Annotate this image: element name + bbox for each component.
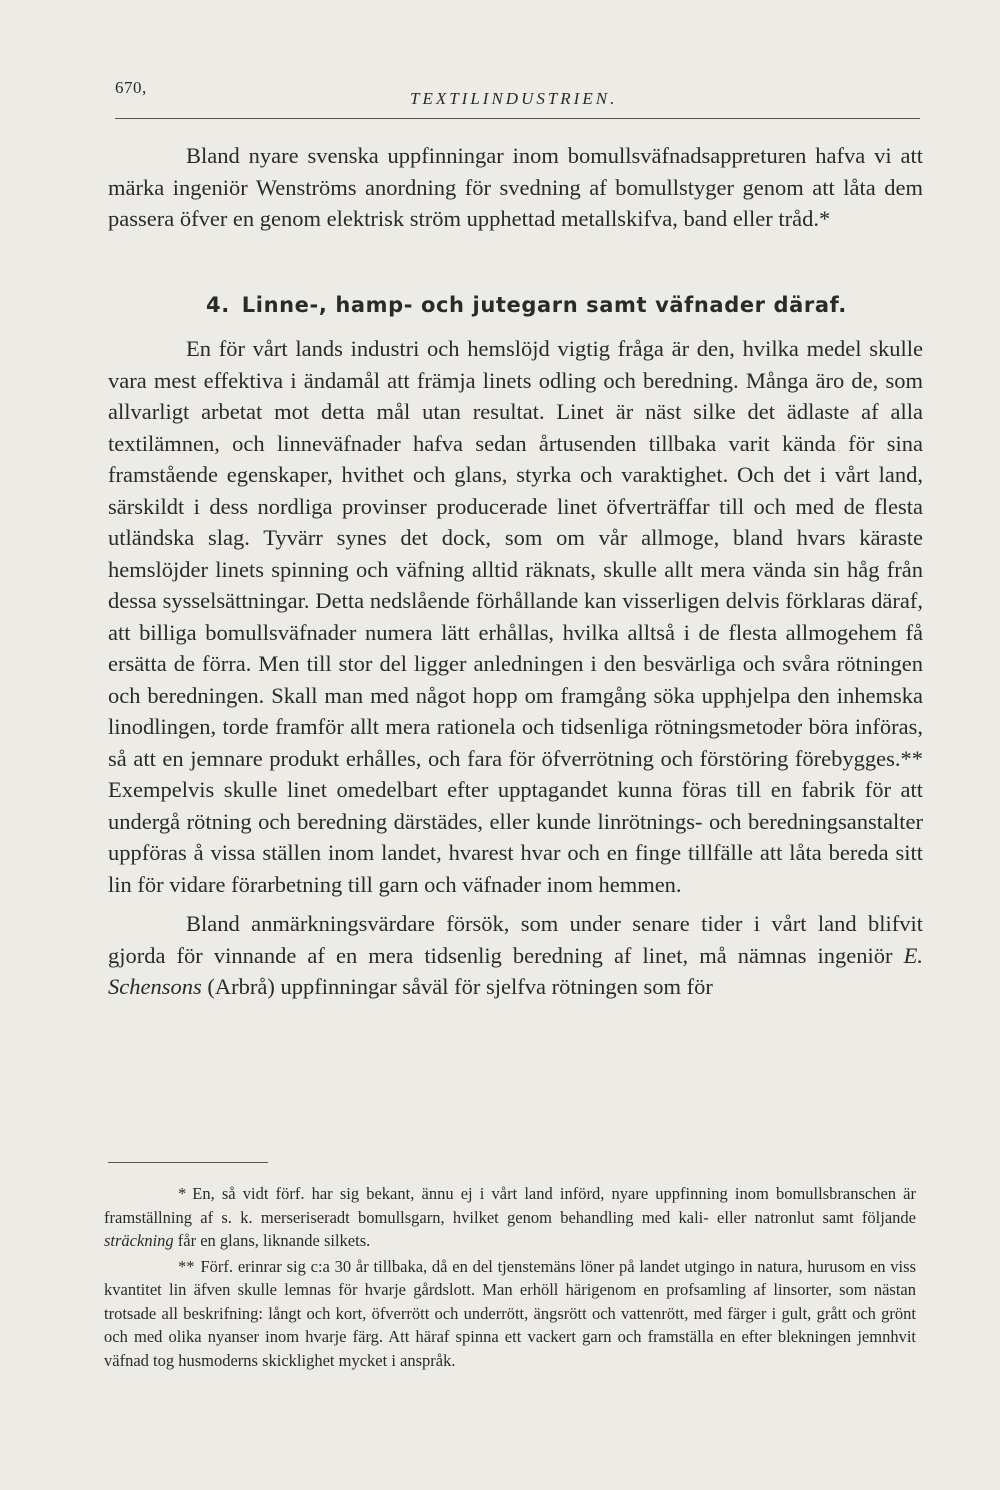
paragraph: En för vårt lands industri och hemslöjd vigtig fråga är den, hvilka medel skulle vara mest effektiva i ändamål att främja linets odling och beredning. Många äro de, som allvarligt arbetat mot detta mål utan resultat. Linet är näst silke det ädlaste af alla textilämnen, och linneväfnader hafva sedan årtusenden tillbaka varit kända för sina framstående egenskaper, hvithet och glans, styrka och varaktighet. Och det i vårt land, särskildt i dess nordliga provinser producerade linet öfverträffar till och med de flesta utländska slag. Tyvärr synes det dock, som om vår allmoge, bland hvars käraste hemslöjder linets spinning och väfning alltid räknats, skulle allt mera vända sin håg från dessa sysselsättningar. Detta nedslående förhållande kan visserligen delvis förklaras däraf, att billiga bomullsväfnader numera lätt erhållas, hvilka alltså i de flesta allmogehem få ersätta de förra. Men till stor del ligger anledningen i den besvärliga och svåra rötningen och beredningen. Skall man med något hopp om framgång söka upphjelpa den inhemska linodlingen, torde framför allt mera rationela och tidsenliga rötningsmetoder böra införas, så att en jemnare produkt erhålles, och fara för öfverrötning och förstöring förebygges.** Exempelvis skulle linet omedelbart efter upptagandet kunna föras till en fabrik för att undergå rötning och beredning därstädes, eller kunde linrötnings- och beredningsanstalter uppföras å vissa ställen inom landet, hvarest hvar och en finge tillfälle att låta bereda sitt lin för vidare förarbetning till garn och väfnader inom hemmen. xyxy=(108,336,923,897)
running-title: TEXTILINDUSTRIEN. xyxy=(410,89,618,108)
footnote-text: får en glans, liknande silkets. xyxy=(173,1231,371,1250)
page-header xyxy=(115,78,920,119)
paragraph xyxy=(108,908,923,1003)
footnote-italic-term: sträckning xyxy=(104,1231,174,1250)
footnote-mark: * xyxy=(178,1184,187,1203)
page-number: 670, xyxy=(115,78,147,97)
paragraph: Bland nyare svenska uppfinningar inom bomullsväfnadsappreturen hafva vi att märka ingeniör Wenströms anordning för svedning af bomullstyger genom att låta dem passera öfver en genom elektrisk ström upphettad metallskifva, band eller tråd.* xyxy=(108,143,923,231)
footnote-mark: ** xyxy=(178,1256,195,1276)
footnote-text: En, så vidt förf. har sig bekant, ännu ej i vårt land införd, nyare uppfinning inom bomullsbranschen är framställning af s. k. merseriseradt bomullsgarn, hvilket genom behandling med kali- eller natronlut samt följande xyxy=(104,1184,916,1227)
section-title: Linne-, hamp- och jutegarn samt väfnader däraf. xyxy=(241,292,847,317)
section-number: 4. xyxy=(206,292,230,317)
main-text xyxy=(108,140,923,1003)
footnotes xyxy=(104,1182,916,1374)
person-name: E. Schensons xyxy=(108,942,923,999)
footnote xyxy=(104,1182,916,1253)
footnote-divider xyxy=(108,1162,268,1163)
paragraph-text: Bland anmärkningsvärdare försök, som under senare tider i vårt land blifvit gjorda för vinnande af en mera tidsenlig beredning af linet, må nämnas ingeniör xyxy=(108,911,923,968)
section-heading xyxy=(108,290,923,322)
footnote-text: Förf. erinrar sig c:a 30 år tillbaka, då en del tjenstemäns löner på landet utgingo in natura, hurusom en viss kvantitet lin äfven skulle lemnas för hvarje gårdslott. Man erhöll härigenom en profsamling af linsorter, som nästan trotsade all beskrifning: långt och kort, öfverrött och underrött, ängsrött och vattenrött, med färger i gult, grått och grönt och med olika nyanser inom hvarje färg. Att häraf spinna ett vackert garn och framställa en efter blekningen jemnhvit väfnad tog husmoderns skicklighet mycket i anspråk. xyxy=(104,1256,916,1370)
paragraph-text: (Arbrå) uppfinningar såväl för sjelfva rötningen som för xyxy=(201,974,713,999)
footnote xyxy=(104,1255,916,1373)
